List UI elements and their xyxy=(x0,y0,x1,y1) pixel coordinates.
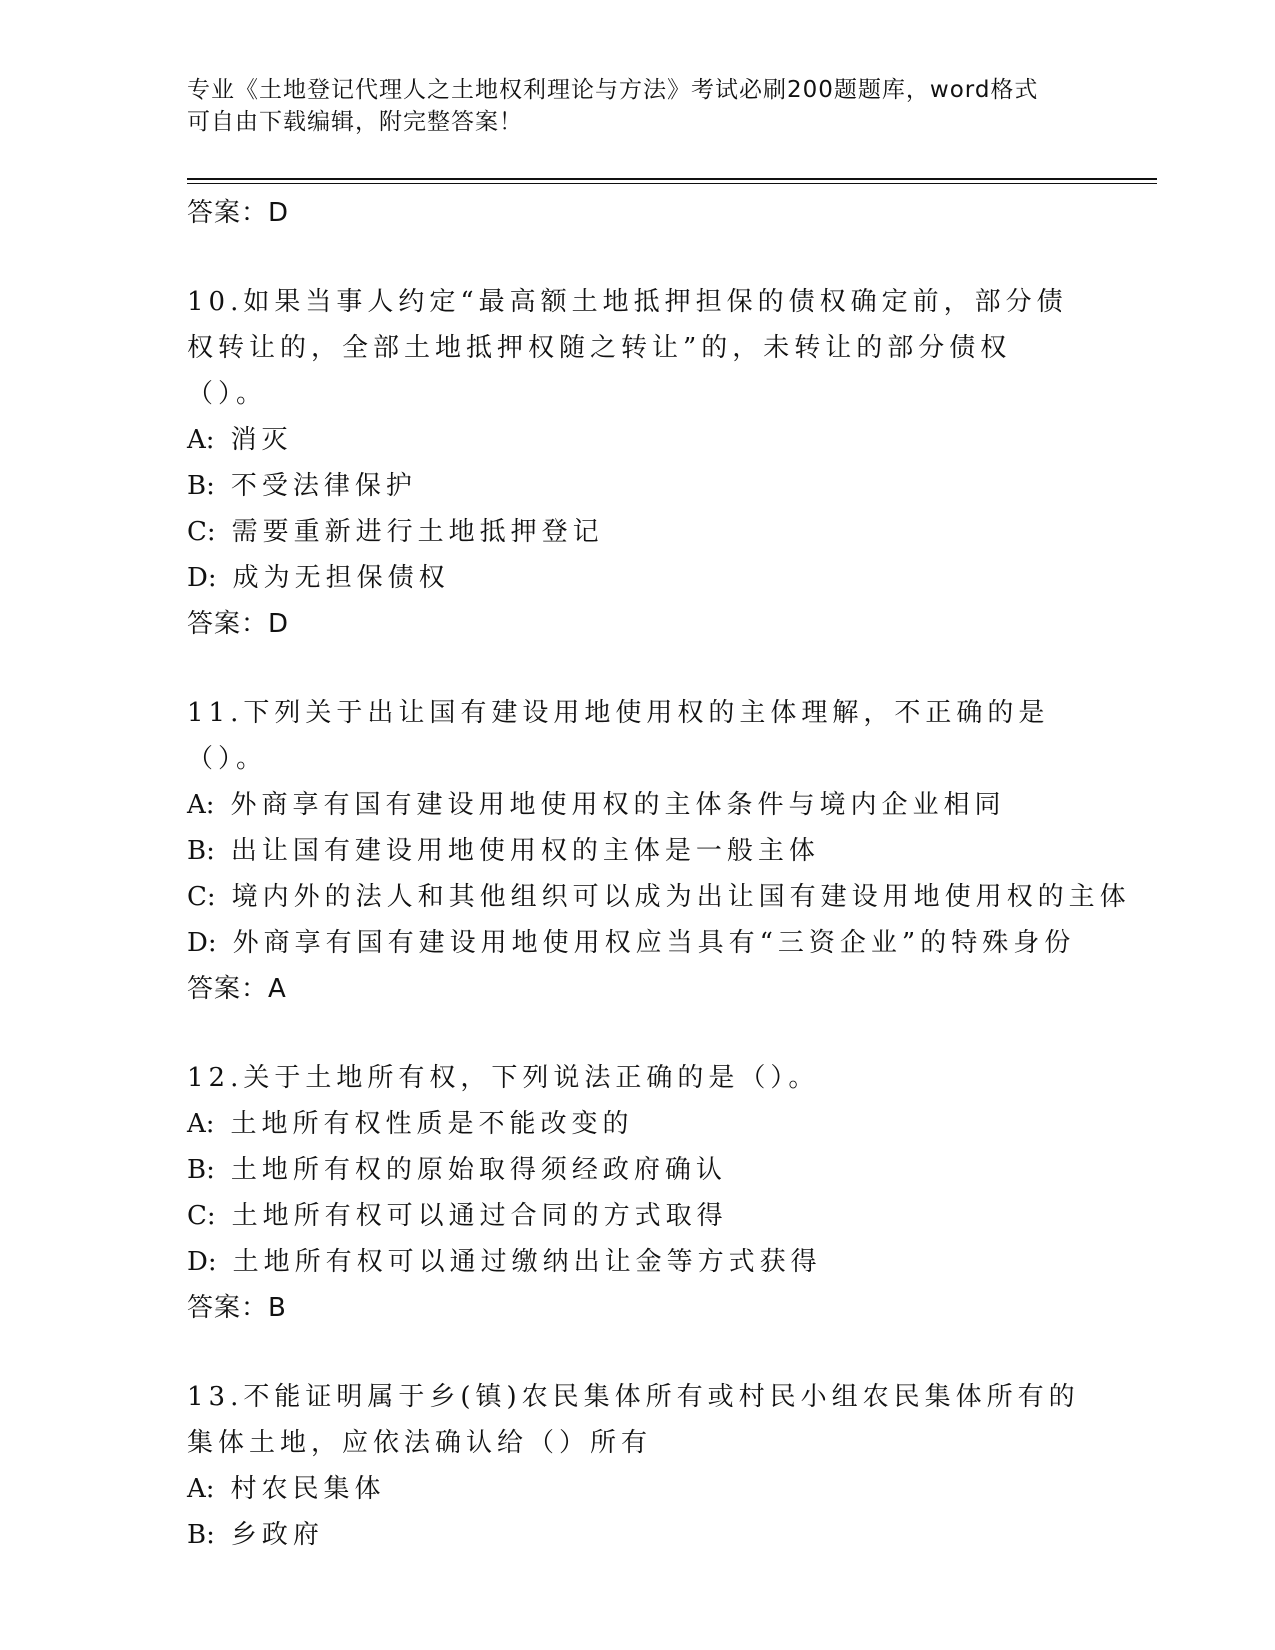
option-key: C: xyxy=(187,882,216,912)
answer-value: D xyxy=(268,609,289,639)
option-text: 境内外的法人和其他组织可以成为出让国有建设用地使用权的主体 xyxy=(231,882,1131,912)
answer-line xyxy=(187,601,1087,647)
option-text: 乡政府 xyxy=(230,1520,324,1550)
option-text: 外商享有国有建设用地使用权应当具有“三资企业”的特殊身份 xyxy=(232,928,1076,958)
option-text: 土地所有权的原始取得须经政府确认 xyxy=(230,1155,727,1185)
question-12 xyxy=(187,1055,1087,1331)
answer-value: D xyxy=(268,198,289,228)
option-text: 土地所有权性质是不能改变的 xyxy=(230,1109,634,1139)
option-d xyxy=(187,555,1087,601)
answer-label: 答案： xyxy=(187,1293,269,1323)
option-d xyxy=(187,1239,1087,1285)
answer-line xyxy=(187,966,1087,1012)
option-text: 需要重新进行土地抵押登记 xyxy=(231,517,604,547)
option-a xyxy=(187,1101,1087,1147)
option-c xyxy=(187,1193,1087,1239)
option-a xyxy=(187,782,1087,828)
document-header xyxy=(187,74,1067,138)
option-key: C: xyxy=(187,517,216,547)
question-text: 10.如果当事人约定“最高额土地抵押担保的债权确定前，部分债权转让的，全部土地抵押权随之转让”的，未转让的部分债权（）。 xyxy=(187,287,1068,409)
document-body xyxy=(187,190,1131,1558)
option-c xyxy=(187,509,1087,555)
answer-label: 答案： xyxy=(187,974,269,1004)
option-key: A: xyxy=(187,1109,215,1139)
answer-label: 答案： xyxy=(187,609,269,639)
answer-line xyxy=(187,190,1087,236)
answer-value: A xyxy=(268,974,286,1004)
header-line-1: 专业《土地登记代理人之土地权利理论与方法》考试必刷200题题库，word格式 xyxy=(187,77,1039,103)
option-text: 土地所有权可以通过合同的方式取得 xyxy=(231,1201,728,1231)
option-b xyxy=(187,1147,1087,1193)
header-divider-thick xyxy=(187,178,1157,180)
question-text: 13.不能证明属于乡(镇)农民集体所有或村民小组农民集体所有的集体土地，应依法确认给（）所有 xyxy=(187,1382,1080,1458)
question-13 xyxy=(187,1374,1087,1558)
answer-line xyxy=(187,1285,1087,1331)
option-key: B: xyxy=(187,471,215,501)
option-c xyxy=(187,874,1131,920)
option-b xyxy=(187,463,1087,509)
question-11 xyxy=(187,690,1131,1012)
option-key: D: xyxy=(187,928,217,958)
option-text: 村农民集体 xyxy=(230,1474,386,1504)
option-key: B: xyxy=(187,1155,215,1185)
question-text: 12.关于土地所有权，下列说法正确的是（）。 xyxy=(187,1063,820,1093)
option-d xyxy=(187,920,1087,966)
header-divider-thin xyxy=(187,183,1157,184)
question-10 xyxy=(187,279,1087,647)
option-a xyxy=(187,417,1087,463)
header-line-2: 可自由下载编辑，附完整答案！ xyxy=(187,109,523,135)
option-text: 土地所有权可以通过缴纳出让金等方式获得 xyxy=(232,1247,822,1277)
option-text: 成为无担保债权 xyxy=(232,563,450,593)
option-key: A: xyxy=(187,425,215,455)
option-key: C: xyxy=(187,1201,216,1231)
option-b xyxy=(187,828,1087,874)
option-text: 不受法律保护 xyxy=(230,471,417,501)
answer-label: 答案： xyxy=(187,198,269,228)
option-text: 外商享有国有建设用地使用权的主体条件与境内企业相同 xyxy=(230,790,1006,820)
answer-value: B xyxy=(268,1293,286,1323)
option-key: A: xyxy=(187,790,215,820)
option-key: A: xyxy=(187,1474,215,1504)
option-b xyxy=(187,1512,1087,1558)
option-key: D: xyxy=(187,563,217,593)
option-key: B: xyxy=(187,1520,215,1550)
option-text: 出让国有建设用地使用权的主体是一般主体 xyxy=(230,836,820,866)
option-a xyxy=(187,1466,1087,1512)
question-text: 11.下列关于出让国有建设用地使用权的主体理解，不正确的是（）。 xyxy=(187,698,1050,774)
option-text: 消灭 xyxy=(230,425,293,455)
option-key: D: xyxy=(187,1247,217,1277)
option-key: B: xyxy=(187,836,215,866)
